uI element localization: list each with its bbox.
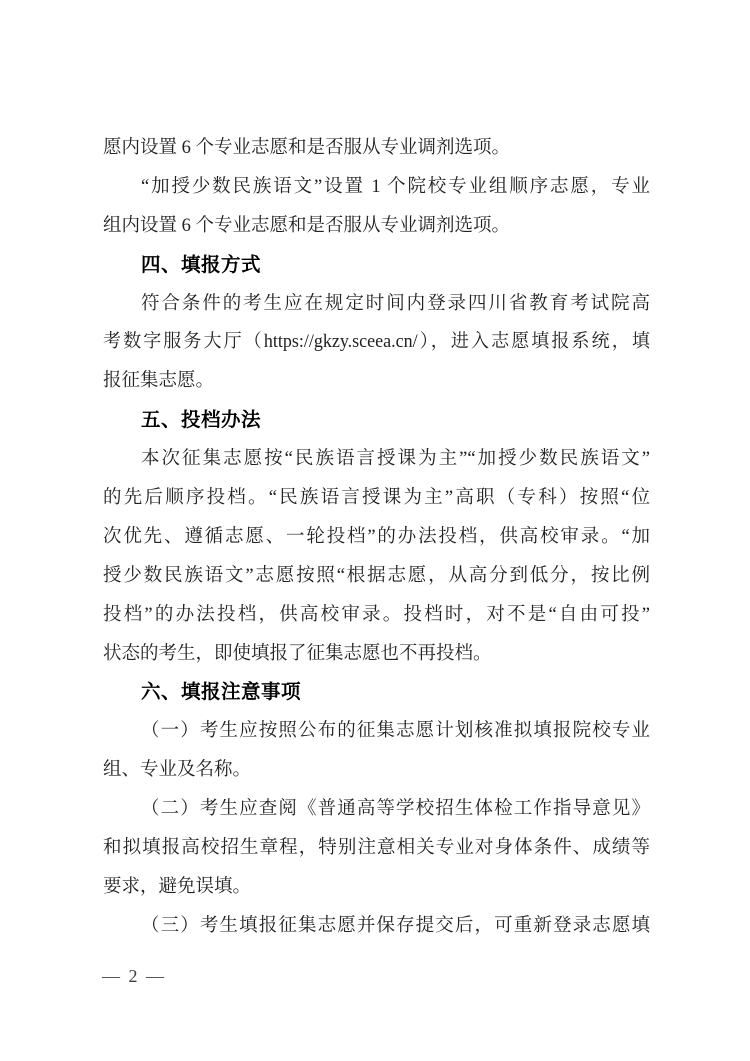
text-line: 愿内设置 6 个专业志愿和是否服从专业调剂选项。 [103,138,511,158]
text-line: 本次征集志愿按“民族语言授课为主”“加授少数民族语文” [141,449,650,470]
text-line: 报征集志愿。 [103,371,215,392]
text-line: （一）考生应按照公布的征集志愿计划核准拟填报院校专业 [141,721,650,742]
text-line: （二）考生应查阅《普通高等学校招生体检工作指导意见》 [141,799,650,820]
page-number: — 2 — [102,966,166,986]
section-heading-4: 四、填报方式 [141,253,262,276]
section-heading-5: 五、投档办法 [141,409,262,432]
text-line: 授少数民族语文”志愿按照“根据志愿，从高分到低分，按比例 [103,565,650,586]
text-line: 要求，避免误填。 [103,876,252,897]
section-heading-6: 六、填报注意事项 [141,681,302,704]
text-line: 的先后顺序投档。“民族语言授课为主”高职（专科）按照“位 [103,488,650,509]
text-line: （三）考生填报征集志愿并保存提交后，可重新登录志愿填 [141,915,650,936]
text-line: 投档”的办法投档，供高校审录。投档时，对不是“自由可投” [103,604,650,625]
text-line: 和拟填报高校招生章程，特别注意相关专业对身体条件、成绩等 [103,838,650,859]
text-line-with-url: 考数字服务大厅（https://gkzy.sceea.cn/），进入志愿填报系统，填 [103,332,650,353]
text-line: 组内设置 6 个专业志愿和是否服从专业调剂选项。 [103,215,511,236]
text-line: 组、专业及名称。 [103,760,252,781]
text-line: 符合条件的考生应在规定时间内登录四川省教育考试院高 [141,293,650,314]
text-line: 次优先、遵循志愿、一轮投档”的办法投档，供高校审录。“加 [103,526,650,547]
text-line: “加授少数民族语文”设置 1 个院校专业组顺序志愿，专业 [141,176,650,197]
document-body [103,129,650,946]
text-line: 状态的考生，即使填报了征集志愿也不再投档。 [103,643,492,664]
